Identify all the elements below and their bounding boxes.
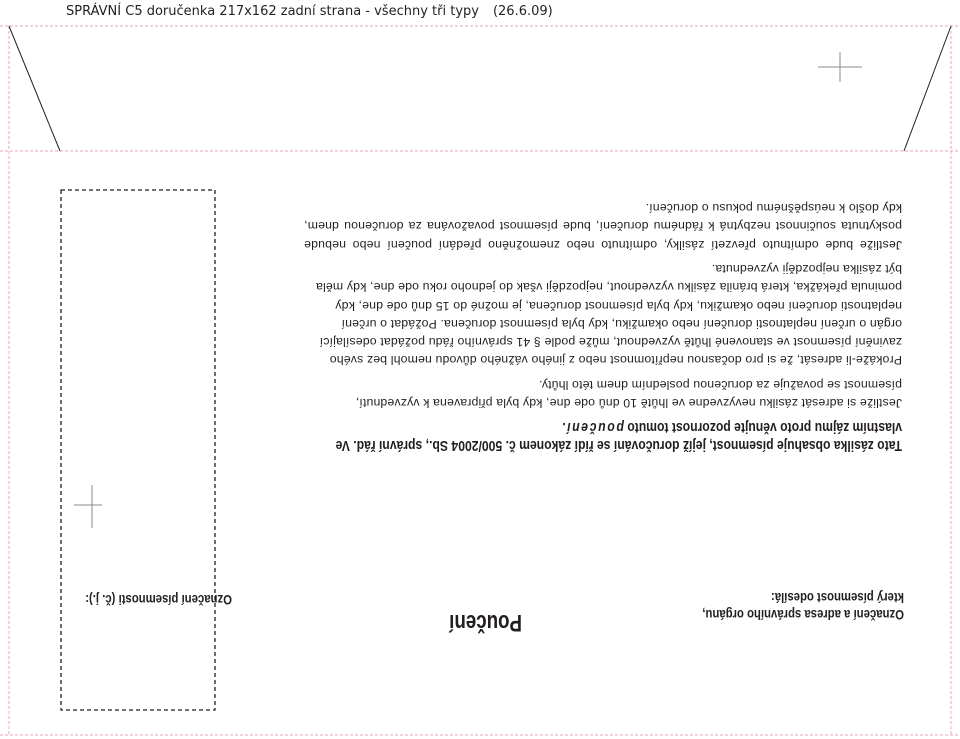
paragraph-pickup-deadline: Jestliže si adresát zásilku nevyzvedne ve lhůtě 10 dnů ode dne, kdy byla připravena k vyzvednutí, písemnost se považuje za doručenou posledním dnem této lhůty. <box>355 377 902 410</box>
date-code: (26.6.09) <box>492 4 553 19</box>
instructions-heading-emphasis: poučení. <box>560 419 624 435</box>
doc-number-label: Označení písemnosti (č. j.): <box>85 592 232 607</box>
instructions-block <box>304 199 902 454</box>
instructions-heading-text: Tato zásilka obsahuje písemnost, jejíž doručování se řídí zákonem č. 500/2004 Sb., správní řád. Ve vlastním zájmu proto věnujte pozornost tomuto <box>335 419 902 453</box>
document-title: SPRÁVNÍ C5 doručenka 217x162 zadní strana - všechny tři typy <box>66 4 479 19</box>
paragraph-invalid-delivery: Prokáže-li adresát, že si pro dočasnou nepřítomnost nebo z jiného vážného důvodu nemohl bez svého zavinění písemnost ve stanovené lhůtě vyzvednout, může podle § 41 správního řádu požádat odesílající orgán o určení neplatnosti doručení nebo okamžiku, kdy byla písemnost doručena. Požádat o určení neplatnosti doručení nebo okamžiku, kdy byla písemnost doručena, je možné do 15 dnů ode dne, kdy pominula překážka, která bránila zásilku vyzvednout, nejpozději však do jednoho roku ode dne, kdy měla být zásilka nejpozději vyzvednuta. <box>315 261 902 368</box>
instructions-heading <box>314 418 902 454</box>
sender-label-line-1: Označení a adresa správního orgánu, <box>702 607 904 622</box>
title-pouceni: Poučení <box>449 609 522 636</box>
sender-label-line-2: který písemnost odesílá: <box>771 590 904 605</box>
paragraph-refused-delivery: Jestliže bude odmítnuto převzetí zásilky, odmítnuto nebo znemožněno předání poučení nebo nebude poskytnuta součinnost nezbytná k řádnému doručení, bude písemnost považována za doručenou dnem, kdy došlo k neúspěšnému pokusu o doručení. <box>304 201 902 252</box>
sender-label <box>702 589 904 623</box>
